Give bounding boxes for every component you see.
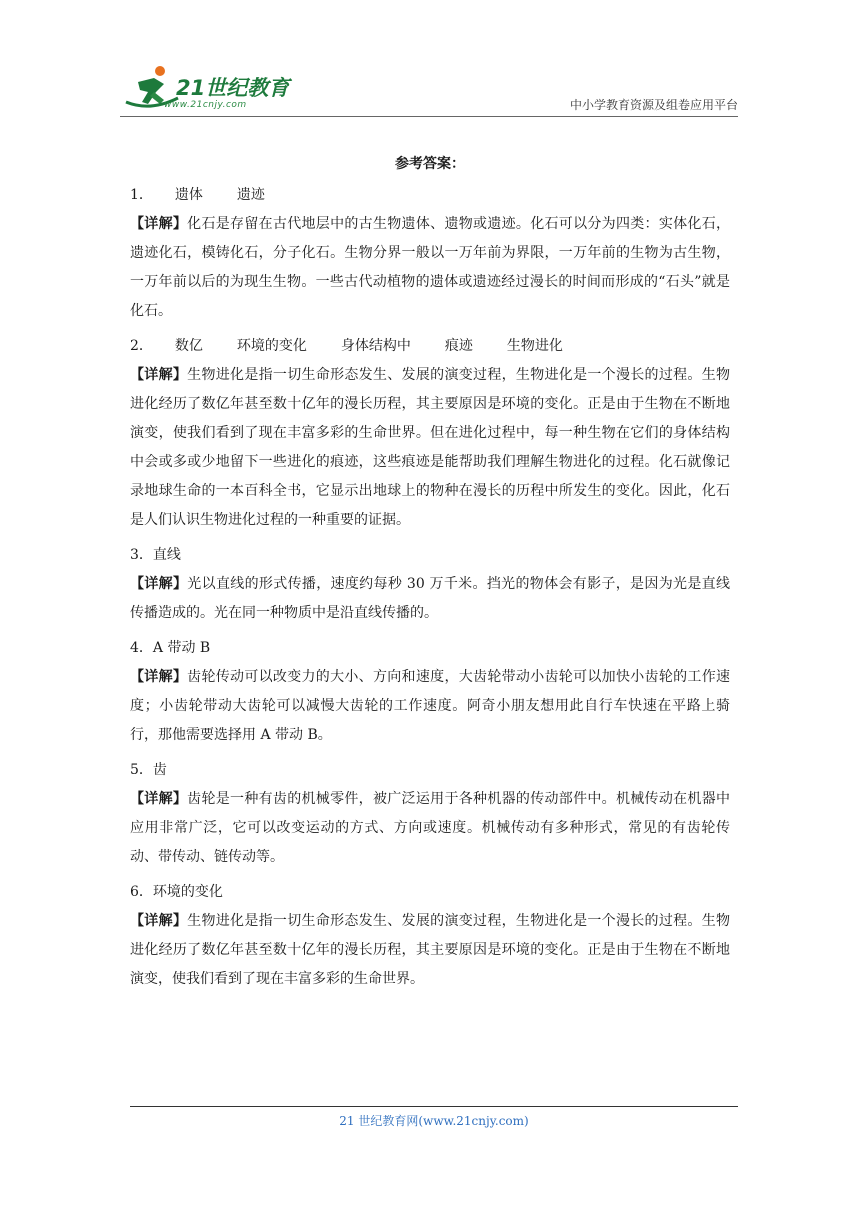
explanation-text: 化石是存留在古代地层中的古生物遗体、遗物或遗迹。化石可以分为四类：实体化石，遗迹化石，模铸化石，分子化石。生物分界一般以一万年前为界限，一万年前的生物为古生物，一万年前以后的为现生生物。一些古代动植物的遗体或遗迹经过漫长的时间而形成的“石头”就是化石。: [130, 216, 730, 319]
answer-line: [130, 634, 730, 663]
answer-blank: 齿: [152, 762, 167, 778]
question-number: 6．: [130, 884, 153, 900]
logo-url: www.21cnjy.com: [164, 100, 247, 110]
explanation-tag: 【详解】: [130, 913, 188, 929]
answer-line: [130, 332, 730, 361]
explanation-tag: 【详解】: [130, 791, 188, 807]
answer-line: [130, 878, 730, 907]
explanation: [130, 907, 730, 994]
explanation-text: 光以直线的形式传播，速度约每秒 30 万千米。挡光的物体会有影子，是因为光是直线传播造成的。光在同一种物质中是沿直线传播的。: [130, 576, 730, 621]
answer-blank: 环境的变化: [152, 884, 223, 900]
explanation: [130, 570, 730, 628]
explanation-tag: 【详解】: [130, 669, 188, 685]
question-number: 3．: [130, 547, 153, 563]
answer-blank: 环境的变化: [236, 338, 307, 354]
answer-blank: 遗体: [174, 187, 203, 203]
answer-blank: 痕迹: [444, 338, 473, 354]
explanation-tag: 【详解】: [130, 216, 188, 232]
header-divider: [120, 116, 738, 117]
explanation-tag: 【详解】: [130, 367, 188, 383]
site-logo[interactable]: [120, 62, 310, 118]
page-header: [120, 62, 738, 118]
explanation: [130, 663, 730, 750]
question-number: 2．: [130, 338, 153, 354]
answer-blank: 数亿: [174, 338, 203, 354]
answer-item: [130, 181, 730, 326]
answer-line: [130, 181, 730, 210]
explanation-text: 齿轮传动可以改变力的大小、方向和速度，大齿轮带动小齿轮可以加快小齿轮的工作速度；小齿轮带动大齿轮可以减慢大齿轮的工作速度。阿奇小朋友想用此自行车快速在平路上骑行，那他需要选择用 A 带动 B。: [130, 669, 730, 743]
explanation-text: 生物进化是指一切生命形态发生、发展的演变过程，生物进化是一个漫长的过程。生物进化经历了数亿年甚至数十亿年的漫长历程，其主要原因是环境的变化。正是由于生物在不断地演变，使我们看到了现在丰富多彩的生命世界。: [130, 913, 730, 987]
answer-line: [130, 756, 730, 785]
answer-title: 参考答案：: [395, 156, 465, 172]
footer-divider: [130, 1106, 738, 1107]
answer-item: [130, 878, 730, 994]
explanation-text: 生物进化是指一切生命形态发生、发展的演变过程，生物进化是一个漫长的过程。生物进化经历了数亿年甚至数十亿年的漫长历程，其主要原因是环境的变化。正是由于生物在不断地演变，使我们看到了现在丰富多彩的生命世界。但在进化过程中，每一种生物在它们的身体结构中会或多或少地留下一些进化的痕迹，这些痕迹是能帮助我们理解生物进化的过程。化石就像记录地球生命的一本百科全书，它显示出地球上的物种在漫长的历程中所发生的变化。因此，化石是人们认识生物进化过程的一种重要的证据。: [130, 367, 730, 528]
answer-blank: 生物进化: [506, 338, 563, 354]
answer-line: [130, 541, 730, 570]
explanation: [130, 785, 730, 872]
explanation-text: 齿轮是一种有齿的机械零件，被广泛运用于各种机器的传动部件中。机械传动在机器中应用非常广泛，它可以改变运动的方式、方向或速度。机械传动有多种形式，常见的有齿轮传动、带传动、链传动等。: [130, 791, 730, 865]
answer-blank: 身体结构中: [340, 338, 411, 354]
answer-blank: A 带动 B: [152, 640, 211, 656]
answer-item: [130, 756, 730, 872]
explanation: [130, 210, 730, 326]
footer-link[interactable]: 21 世纪教育网(www.21cnjy.com): [339, 1114, 529, 1128]
answer-blank: 遗迹: [236, 187, 265, 203]
answer-item: [130, 332, 730, 535]
explanation-tag: 【详解】: [130, 576, 188, 592]
logo-text: 21世纪教育: [176, 76, 290, 100]
explanation: [130, 361, 730, 535]
question-number: 5．: [130, 762, 153, 778]
question-number: 1．: [130, 187, 153, 203]
platform-name: 中小学教育资源及组卷应用平台: [569, 98, 738, 112]
answer-item: [130, 541, 730, 628]
question-number: 4．: [130, 640, 153, 656]
answer-blank: 直线: [152, 547, 181, 563]
answer-content: [130, 150, 730, 1000]
answer-item: [130, 634, 730, 750]
